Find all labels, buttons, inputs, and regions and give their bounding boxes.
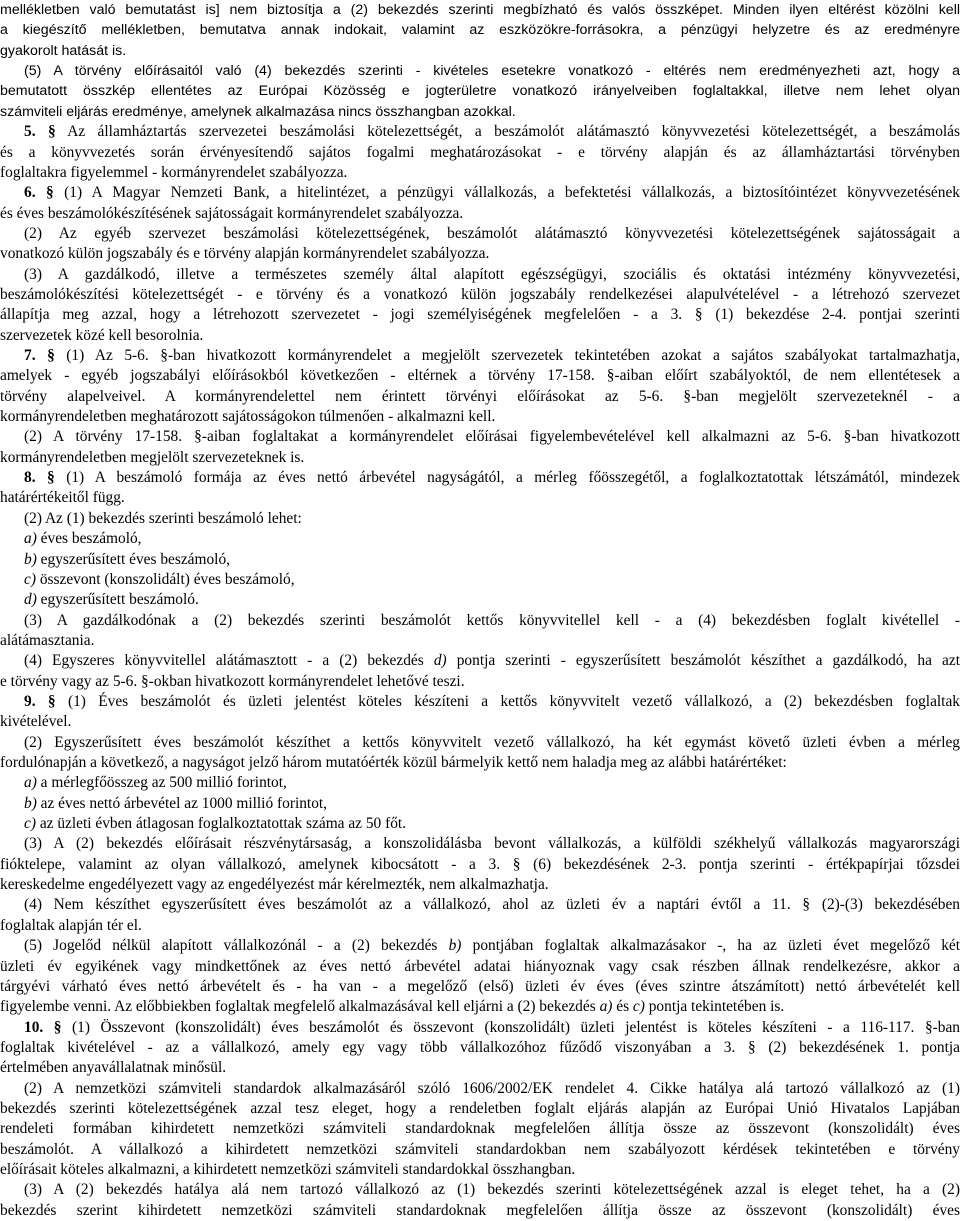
text-line — [0, 1018, 960, 1038]
text-segment: és a könyvvezetés során érvényesítendő sajátos fogalmi meghatározásokat - e törvény alapján és az államháztartási törvényben — [0, 144, 960, 161]
text-line — [0, 651, 960, 671]
section-number: 6. § — [24, 184, 54, 201]
text-line — [0, 305, 960, 325]
text-segment: (1) Éves beszámolót és üzleti jelentést köteles készíteni a kettős könyvvitelt vezető vállalkozó, a (2) bekezdésben foglaltak — [56, 693, 960, 710]
point-label: b) — [449, 937, 462, 954]
text-segment: (2) Az (1) bekezdés szerinti beszámoló lehet: — [24, 510, 302, 527]
text-segment: értelmében anyavállalatnak minősül. — [0, 1059, 226, 1076]
text-line — [0, 916, 960, 936]
text-line — [0, 387, 960, 407]
text-segment: beszámolókészítési kötelezettségét - e törvény és a vonatkozó külön jogszabály rendelkezései alapulvételével - a létrehozó szervezet — [0, 286, 960, 303]
text-segment: amelyek - egyéb jogszabályi előírásokból következően - eltérnek a törvény 17-158. §-aiban előírt szabályoktól, de nem ellentétesek a — [0, 367, 960, 384]
text-line — [0, 590, 960, 610]
text-segment: szervezetek közé kell besorolnia. — [0, 327, 203, 344]
text-segment: bekezdés szerinti kötelezettségének azzal tesz eleget, hogy a rendeletben foglalt eljárás alapján az Európai Unió Hivatalos Lapjában — [0, 1100, 960, 1117]
text-segment: beszámolót. A vállalkozó a kihirdetett nemzetközi számviteli standardokban nem szabályozott kérdések tekintetében e törvény — [0, 1141, 960, 1158]
text-segment: kormányrendeletben megjelölt szervezeteknek is. — [0, 449, 304, 466]
text-line — [0, 895, 960, 915]
text-segment: (1) Összevont (konszolidált) éves beszámolót és összevont (konszolidált) üzleti jelentést is köteles készíteni - a 116-117. §-ban — [62, 1019, 960, 1036]
text-segment: az éves nettó árbevétel az 1000 millió forintot, — [37, 795, 327, 812]
text-line — [0, 509, 960, 529]
text-line — [0, 570, 960, 590]
text-line — [0, 753, 960, 773]
text-segment: e törvény vagy az 5-6. §-okban hivatkozott kormányrendelet lehetővé teszi. — [0, 673, 465, 690]
text-segment: egyszerűsített beszámoló. — [37, 591, 199, 608]
text-segment: a mérlegfőösszeg az 500 millió forintot, — [37, 774, 287, 791]
text-segment: vonatkozó külön jogszabály és e törvény alapján kormányrendelet szabályozza. — [0, 245, 489, 262]
text-segment: és — [612, 998, 633, 1015]
text-line — [0, 183, 960, 203]
text-line — [0, 326, 960, 346]
text-line — [0, 265, 960, 285]
text-segment: kereskedelme engedélyezett vagy az engedélyezést már kérelmezték, nem alkalmazhatja. — [0, 876, 549, 893]
text-line — [0, 1099, 960, 1119]
text-segment: (2) A nemzetközi számviteli standardok alkalmazásáról szóló 1606/2002/EK rendelet 4. Cikke hatálya alá tartozó vállalkozó az (1) — [24, 1080, 960, 1097]
text-segment: mellékletben való bemutatást is] nem biztosítja a (2) bekezdés szerinti megbízható és valós összképet. Minden ilyen eltérést közölni kell — [0, 2, 960, 18]
text-segment: figyelembe venni. Az előbbiekben foglaltak megfelelő alkalmazásával kell eljárni a (2) bekezdés — [0, 998, 600, 1015]
text-line — [0, 672, 960, 692]
text-segment: (5) A törvény előírásaitól való (4) bekezdés szerinti - kivételes esetekre vonatkozó - eltérés nem eredményezheti azt, hogy a — [24, 63, 960, 79]
text-segment: (4) Egyszeres könyvvitellel alátámasztott - a (2) bekezdés — [24, 652, 434, 669]
text-segment: üzleti év egyikének vagy mindkettőnek az éves nettó árbevétel adatai hiányoznak vagy csak részben állnak rendelkezésre, akkor a — [0, 958, 960, 975]
text-line — [0, 244, 960, 264]
point-label: d) — [24, 591, 37, 608]
point-label: a) — [24, 530, 37, 547]
point-label: a) — [600, 998, 613, 1015]
text-line — [0, 814, 960, 834]
text-segment: számviteli eljárás eredménye, amelynek alkalmazása nincs összhangban azokkal. — [0, 104, 516, 120]
section-number: 7. § — [24, 347, 55, 364]
point-label: c) — [24, 815, 36, 832]
text-line — [0, 957, 960, 977]
point-label: b) — [24, 551, 37, 568]
text-segment: bemutatott összkép ellentétes az Európai Közösség e jogterületre vonatkozó irányelveiben foglaltakkal, illetve nem lehet olyan — [0, 83, 960, 99]
text-segment: törvény alapelveivel. A kormányrendelettel nem érintett törvényi előírásokat az 5-6. §-ban megjelölt szervezeteknél - a — [0, 388, 960, 405]
text-line — [0, 875, 960, 895]
text-line — [0, 631, 960, 651]
text-segment: gyakorolt hatását is. — [0, 43, 126, 59]
text-segment: éves beszámoló, — [37, 530, 142, 547]
text-segment: (3) A gazdálkodónak a (2) bekezdés szerinti beszámolót kettős könyvvitellel kell - a (4) bekezdésben foglalt kivétellel - — [24, 612, 960, 629]
text-line — [0, 1160, 960, 1180]
text-line — [0, 366, 960, 386]
text-line — [0, 102, 960, 122]
text-segment: (4) Nem készíthet egyszerűsített éves beszámolót az a vállalkozó, ahol az üzleti év a naptári évtől a 11. § (2)-(3) bekezdésében — [24, 896, 960, 913]
text-segment: foglaltak kivételével - az a vállalkozó, amely egy vagy több vállalkozóhoz fűződő viszonyában a 3. § (2) bekezdésének 1. pontja — [0, 1039, 960, 1056]
section-number: 8. § — [24, 469, 55, 486]
text-line — [0, 346, 960, 366]
text-line — [0, 1140, 960, 1160]
text-segment: (2) A törvény 17-158. §-aiban foglaltakat a kormányrendelet előírásai figyelembevételével kell alkalmazni az 5-6. §-ban hivatkozott — [24, 428, 960, 445]
text-segment: pontja tekintetében is. — [645, 998, 784, 1015]
text-segment: pontja szerinti - egyszerűsített beszámolót készíthet a gazdálkodó, ha azt — [447, 652, 960, 669]
text-segment: Az államháztartás szervezetei beszámolási kötelezettségét, a beszámolót alátámasztó könyvvezetési kötelezettségét, a beszámolás — [56, 123, 960, 140]
point-label: c) — [633, 998, 645, 1015]
text-line — [0, 1201, 960, 1221]
text-line — [0, 122, 960, 142]
text-segment: (2) Egyszerűsített éves beszámolót készíthet a kettős könyvvitelt vezető vállalkozó, ha két egymást követő üzleti évben a mérleg — [24, 734, 960, 751]
text-segment: alátámasztania. — [0, 632, 94, 649]
text-line — [0, 733, 960, 753]
text-segment: pontjában foglaltak alkalmazásakor -, ha az üzleti évet megelőző két — [461, 937, 960, 954]
text-segment: fióktelepe, valamint az olyan vállalkozó, amelynek kibocsátott - a 3. § (6) bekezdésének 2-3. pontja szerinti - értékpapírjai tőzsdei — [0, 856, 960, 873]
text-line — [0, 611, 960, 631]
text-line — [0, 163, 960, 183]
point-label: c) — [24, 571, 36, 588]
text-line — [0, 773, 960, 793]
text-line — [0, 977, 960, 997]
text-line — [0, 1038, 960, 1058]
text-line — [0, 1119, 960, 1139]
text-segment: (1) Az 5-6. §-ban hivatkozott kormányrendelet a megjelölt szervezetek tekintetében azokat a sajátos szabályokat tartalmazhatja, — [55, 347, 960, 364]
section-number: 5. § — [24, 123, 56, 140]
text-segment: az üzleti évben átlagosan foglalkoztatottak száma az 50 főt. — [36, 815, 406, 832]
text-segment: (1) A beszámoló formája az éves nettó árbevétel nagyságától, a mérleg főösszegétől, a foglalkoztatottak létszámától, mindezek — [55, 469, 960, 486]
text-line — [0, 81, 960, 101]
text-line — [0, 407, 960, 427]
text-segment: foglaltak alapján tér el. — [0, 917, 142, 934]
text-line — [0, 204, 960, 224]
text-segment: (3) A gazdálkodó, illetve a természetes személy által alapított egészségügyi, szociális és oktatási intézmény könyvvezetési, — [24, 266, 960, 283]
text-line — [0, 20, 960, 40]
text-segment: (1) A Magyar Nemzeti Bank, a hitelintézet, a pénzügyi vállalkozás, a befektetési vállalkozás, a biztosítóintézet könyvvezetésének — [54, 184, 960, 201]
text-line — [0, 855, 960, 875]
text-line — [0, 488, 960, 508]
text-line — [0, 1079, 960, 1099]
text-segment: összevont (konszolidált) éves beszámoló, — [36, 571, 295, 588]
text-segment: rendeleti formában kihirdetett nemzetközi számviteli standardoknak megfelelően állítja össze az összevont (konszolidált) éves — [0, 1120, 960, 1137]
text-segment: és éves beszámolókészítésének sajátosságait kormányrendelet szabályozza. — [0, 205, 463, 222]
text-line — [0, 285, 960, 305]
text-line — [0, 143, 960, 163]
text-segment: kormányrendeletben meghatározott sajátosságokon túlmenően - alkalmazni kell. — [0, 408, 495, 425]
text-segment: foglaltakra figyelemmel - kormányrendelet szabályozza. — [0, 164, 347, 181]
text-line — [0, 692, 960, 712]
text-line — [0, 224, 960, 244]
point-label: d) — [434, 652, 447, 669]
text-line — [0, 936, 960, 956]
text-line — [0, 448, 960, 468]
text-segment: előírásait köteles alkalmazni, a kihirdetett nemzetközi számviteli standardokkal összhangban. — [0, 1161, 575, 1178]
text-line — [0, 712, 960, 732]
text-segment: állapítja meg azzal, hogy a létrehozott szervezetet - jogi személyiségének megfelelően - a 3. § (1) bekezdése 2-4. pontjai szerinti — [0, 306, 960, 323]
text-line — [0, 997, 960, 1017]
text-segment: határértékeitől függ. — [0, 489, 125, 506]
text-segment: a kiegészítő mellékletben, bemutatva annak indokait, valamint az eszközökre-forrásokra, a pénzügyi helyzetre és az eredményre — [0, 22, 960, 38]
text-line — [0, 1180, 960, 1200]
point-label: b) — [24, 795, 37, 812]
text-segment: (3) A (2) bekezdés hatálya alá nem tartozó vállalkozó az (1) bekezdés szerinti kötelezettségének azzal is eleget tehet, ha a (2) — [24, 1181, 960, 1198]
text-line — [0, 834, 960, 854]
section-number: 10. § — [24, 1019, 62, 1036]
text-line — [0, 468, 960, 488]
text-segment: (5) Jogelőd nélkül alapított vállalkozónál - a (2) bekezdés — [24, 937, 449, 954]
text-line — [0, 794, 960, 814]
text-line — [0, 0, 960, 20]
text-segment: egyszerűsített éves beszámoló, — [37, 551, 230, 568]
text-segment: fordulónapján a következő, a nagyságot jelző három mutatóérték közül bármelyik kettő nem haladja meg az alábbi határértéket: — [0, 754, 787, 771]
text-segment: kivételével. — [0, 713, 71, 730]
text-line — [0, 529, 960, 549]
text-line — [0, 1058, 960, 1078]
text-segment: tárgyévi várható éves nettó árbevételt és - ha van - a megelőző (első) üzleti év éves (éves szintre átszámított) nettó árbevételét kell — [0, 978, 960, 995]
text-segment: bekezdés szerint kihirdetett nemzetközi számviteli standardoknak megfelelően állítja össze az összevont (konszolidált) éves — [0, 1202, 960, 1219]
point-label: a) — [24, 774, 37, 791]
text-line — [0, 550, 960, 570]
section-number: 9. § — [24, 693, 56, 710]
text-segment: (2) Az egyéb szervezet beszámolási kötelezettségének, beszámolót alátámasztó könyvvezetési kötelezettségének sajátosságait a — [24, 225, 960, 242]
text-line — [0, 61, 960, 81]
text-segment: (3) A (2) bekezdés előírásait részvénytársaság, a konszolidálásba bevont vállalkozás, a külföldi székhelyű vállalkozás magyarországi — [24, 835, 960, 852]
text-line — [0, 41, 960, 61]
text-line — [0, 427, 960, 447]
